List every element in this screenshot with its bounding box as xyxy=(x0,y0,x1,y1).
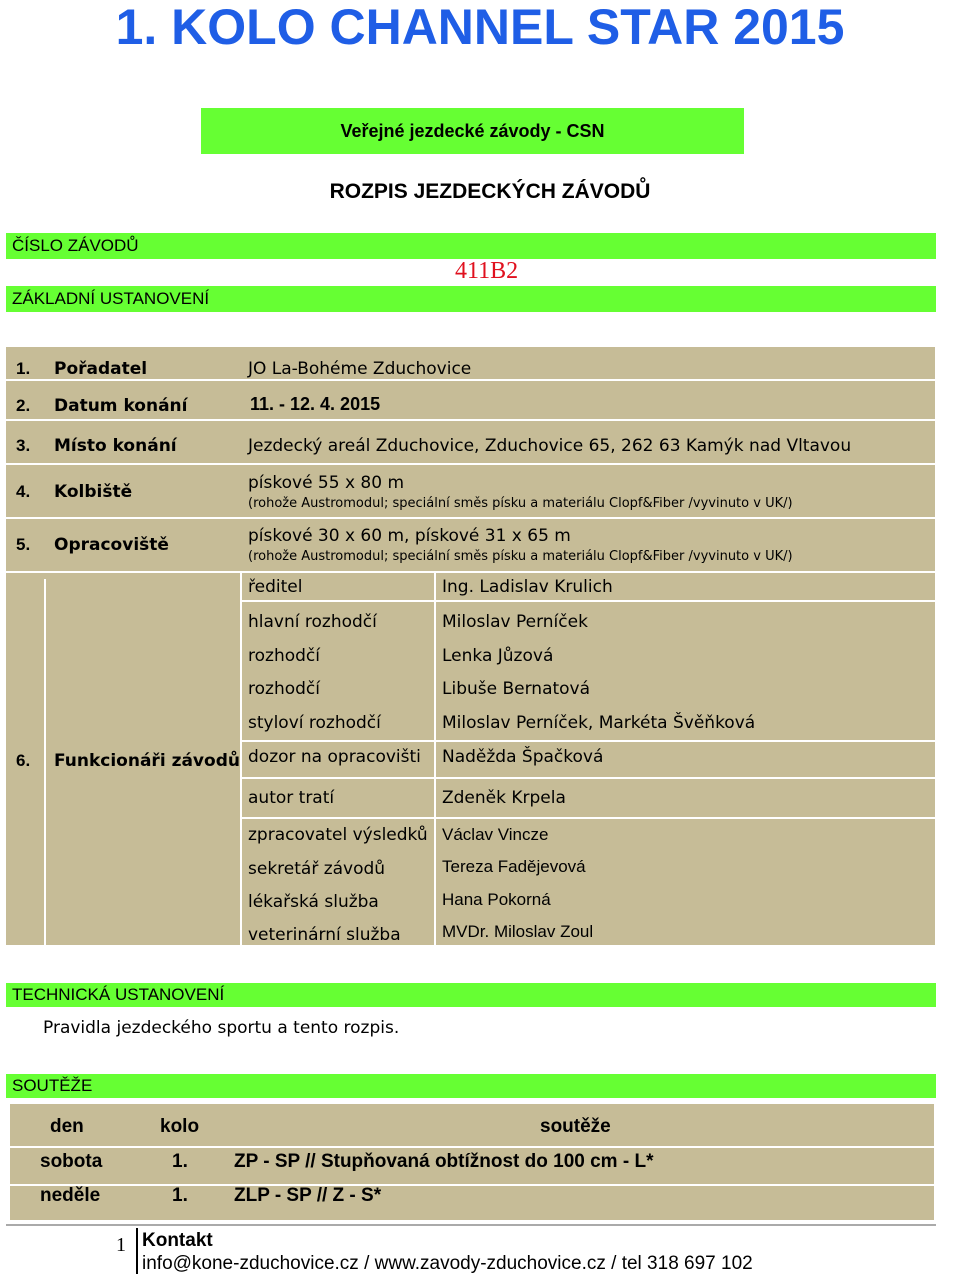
basic-info-table xyxy=(6,347,935,945)
row-number: 1. xyxy=(16,359,31,378)
document-subtitle: ROZPIS JEZDECKÝCH ZÁVODŮ xyxy=(329,180,651,203)
official-name: Libuše Bernatová xyxy=(442,679,591,699)
table-header-kolo: kolo xyxy=(160,1116,200,1137)
technicka-ustanoveni-bar xyxy=(6,983,936,1007)
row-divider xyxy=(6,419,935,421)
official-name: Tereza Fadějevová xyxy=(442,857,586,876)
event-type-banner: Veřejné jezdecké závody - CSN xyxy=(201,108,744,154)
arena-value: pískové 55 x 80 m xyxy=(248,473,405,493)
table-cell-day: sobota xyxy=(40,1151,103,1172)
competition-number: 411B2 xyxy=(455,258,519,284)
souteze-label: SOUTĚŽE xyxy=(12,1076,93,1095)
table-cell-round: 1. xyxy=(172,1151,188,1172)
official-name: Hana Pokorná xyxy=(442,890,551,909)
official-role: ředitel xyxy=(248,577,303,597)
row-divider xyxy=(6,379,935,381)
table-cell-round: 1. xyxy=(172,1185,188,1206)
footer-contact-label: Kontakt xyxy=(142,1230,213,1251)
warmup-note: (rohože Austromodul; speciální směs písku a materiálu Clopf&Fiber /vyvinuto v UK/) xyxy=(248,549,793,564)
row-key: Kolbiště xyxy=(54,482,133,502)
row-number: 4. xyxy=(16,482,31,501)
row-number: 6. xyxy=(16,751,31,770)
table-header-den: den xyxy=(50,1116,84,1137)
page-number: 1 xyxy=(116,1234,126,1256)
official-role: sekretář závodů xyxy=(248,859,386,879)
row-key: Místo konání xyxy=(54,436,177,456)
column-divider xyxy=(44,579,46,945)
row-number: 5. xyxy=(16,535,31,554)
official-role: dozor na opracovišti xyxy=(248,747,421,767)
row-number: 3. xyxy=(16,436,31,455)
competitions-table xyxy=(10,1104,934,1220)
row-key: Datum konání xyxy=(54,396,188,416)
official-name: Zdeněk Krpela xyxy=(442,788,566,808)
official-name: Miloslav Perníček xyxy=(442,612,588,632)
row-divider xyxy=(240,777,935,779)
official-role: styloví rozhodčí xyxy=(248,713,381,733)
official-name: Václav Vincze xyxy=(442,825,549,844)
row-key: Funkcionáři závodů xyxy=(54,751,240,771)
official-name: Miloslav Perníček, Markéta Švěňková xyxy=(442,713,756,733)
official-name: MVDr. Miloslav Zoul xyxy=(442,922,594,941)
arena-note: (rohože Austromodul; speciální směs písku a materiálu Clopf&Fiber /vyvinuto v UK/) xyxy=(248,496,793,511)
official-name: Ing. Ladislav Krulich xyxy=(442,577,613,597)
official-role: rozhodčí xyxy=(248,646,320,666)
row-divider xyxy=(240,740,935,742)
official-role: autor tratí xyxy=(248,788,335,808)
technicka-ustanoveni-label: TECHNICKÁ USTANOVENÍ xyxy=(12,985,225,1004)
row-key: Pořadatel xyxy=(54,359,148,379)
footer-divider xyxy=(6,1224,936,1226)
cislo-zavodu-label: ČÍSLO ZÁVODŮ xyxy=(12,236,139,255)
column-divider xyxy=(240,571,242,945)
row-divider xyxy=(6,517,935,519)
footer-contact-text[interactable]: info@kone-zduchovice.cz / www.zavody-zduchovice.cz / tel 318 697 102 xyxy=(142,1253,753,1274)
official-name: Naděžda Špačková xyxy=(442,747,604,767)
technical-rules-text: Pravidla jezdeckého sportu a tento rozpis. xyxy=(43,1018,400,1038)
row-divider xyxy=(6,463,935,465)
page-title: 1. KOLO CHANNEL STAR 2015 xyxy=(115,0,845,55)
cislo-zavodu-bar xyxy=(6,233,936,259)
zakladni-ustanoveni-label: ZÁKLADNÍ USTANOVENÍ xyxy=(12,289,210,308)
official-role: zpracovatel výsledků xyxy=(248,825,428,845)
organizer-value: JO La-Bohéme Zduchovice xyxy=(248,359,472,379)
venue-value: Jezdecký areál Zduchovice, Zduchovice 65, 262 63 Kamýk nad Vltavou xyxy=(248,436,852,456)
row-key: Opracoviště xyxy=(54,535,169,555)
row-divider xyxy=(240,600,935,602)
official-role: hlavní rozhodčí xyxy=(248,612,377,632)
official-role: rozhodčí xyxy=(248,679,320,699)
table-divider xyxy=(10,1146,934,1148)
date-value: 11. - 12. 4. 2015 xyxy=(250,394,381,414)
souteze-bar xyxy=(6,1074,936,1098)
table-cell-competition: ZLP - SP // Z - S* xyxy=(234,1185,382,1206)
row-divider xyxy=(240,817,935,819)
table-cell-competition: ZP - SP // Stupňovaná obtížnost do 100 cm - L* xyxy=(234,1151,654,1172)
table-cell-day: neděle xyxy=(40,1185,101,1206)
row-number: 2. xyxy=(16,396,31,415)
footer-vertical-divider xyxy=(136,1228,138,1274)
table-divider xyxy=(10,1184,934,1186)
table-header-souteze: soutěže xyxy=(540,1116,611,1137)
zakladni-ustanoveni-bar xyxy=(6,286,936,312)
official-role: veterinární služba xyxy=(248,925,401,945)
row-divider xyxy=(6,571,935,573)
official-name: Lenka Jůzová xyxy=(442,646,554,666)
warmup-value: pískové 30 x 60 m, pískové 31 x 65 m xyxy=(248,526,571,546)
column-divider xyxy=(434,571,436,945)
official-role: lékařská služba xyxy=(248,892,379,912)
